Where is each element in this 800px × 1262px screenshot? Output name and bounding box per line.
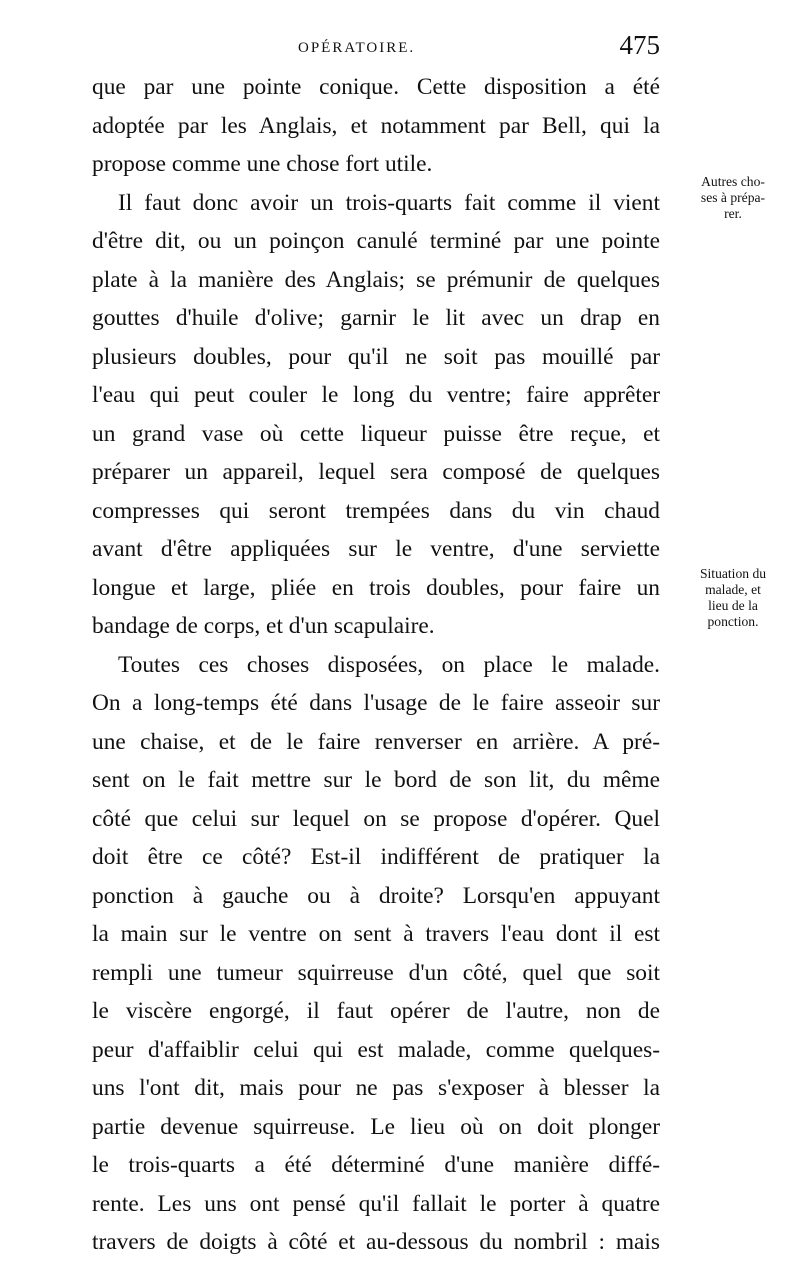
page-header — [92, 30, 660, 66]
text-line: rente. Les uns ont pensé qu'il fallait le porter à quatre — [92, 1190, 660, 1217]
text-line: ponction à gauche ou à droite? Lorsqu'en appuyant — [92, 882, 660, 909]
text-line: préparer un appareil, lequel sera composé de quelques — [92, 459, 660, 485]
text-line: partie devenue squirreuse. Le lieu où on doit plonger — [92, 1113, 660, 1140]
text-line: un grand vase où cette liqueur puisse être reçue, et — [92, 420, 660, 447]
margin-note-line: rer. — [724, 206, 742, 221]
text-line: uns l'ont dit, mais pour ne pas s'exposer à blesser la — [92, 1075, 660, 1101]
margin-note-line: Autres cho- — [701, 174, 765, 189]
text-line: gouttes d'huile d'olive; garnir le lit avec un drap en — [92, 305, 660, 331]
text-line: la main sur le ventre on sent à travers l'eau dont il est — [92, 921, 660, 947]
text-line: une chaise, et de le faire renverser en arrière. A pré- — [92, 728, 660, 755]
text-line: travers de doigts à côté et au-dessous du nombril : mais — [92, 1229, 660, 1255]
text-line: plusieurs doubles, pour qu'il ne soit pas mouillé par — [92, 343, 660, 370]
text-line: On a long-temps été dans l'usage de le faire asseoir sur — [92, 690, 660, 716]
text-line: l'eau qui peut couler le long du ventre; faire apprêter — [92, 382, 660, 408]
margin-note-line: lieu de la — [708, 598, 758, 613]
margin-note-situation — [672, 566, 794, 630]
margin-note-line: ses à prépa- — [700, 190, 766, 205]
margin-note-line: ponction. — [707, 614, 759, 629]
text-line: Toutes ces choses disposées, on place le malade. — [118, 651, 660, 678]
margin-note-preparation — [672, 174, 794, 222]
text-line: le trois-quarts a été déterminé d'une manière diffé- — [92, 1152, 660, 1178]
margin-note-line: Situation du — [699, 566, 767, 581]
text-line: côté que celui sur lequel on se propose d'opérer. Quel — [92, 805, 660, 832]
text-line: bandage de corps, et d'un scapulaire. — [92, 613, 435, 639]
page-number: 475 — [619, 30, 660, 60]
text-line: le viscère engorgé, il faut opérer de l'autre, non de — [92, 998, 660, 1024]
running-title: OPÉRATOIRE. — [298, 40, 416, 56]
text-line: avant d'être appliquées sur le ventre, d'une serviette — [92, 536, 660, 562]
text-line: sent on le fait mettre sur le bord de son lit, du même — [92, 767, 660, 793]
body-text — [92, 68, 660, 1262]
text-line: compresses qui seront trempées dans du vin chaud — [92, 497, 660, 524]
text-line: propose comme une chose fort utile. — [92, 151, 433, 177]
text-line: rempli une tumeur squirreuse d'un côté, quel que soit — [92, 959, 660, 986]
text-line: Il faut donc avoir un trois-quarts fait comme il vient — [118, 189, 660, 216]
text-line: longue et large, pliée en trois doubles, pour faire un — [92, 574, 660, 601]
text-line: que par une pointe conique. Cette disposition a été — [92, 74, 660, 100]
text-line: peur d'affaiblir celui qui est malade, comme quelques- — [92, 1036, 660, 1063]
text-line: doit être ce côté? Est-il indifférent de pratiquer la — [92, 844, 660, 870]
text-line: d'être dit, ou un poinçon canulé terminé par une pointe — [92, 228, 660, 254]
text-line: adoptée par les Anglais, et notamment par Bell, qui la — [92, 112, 660, 139]
text-line: plate à la manière des Anglais; se prémunir de quelques — [92, 266, 660, 293]
margin-note-line: malade, et — [705, 582, 761, 597]
